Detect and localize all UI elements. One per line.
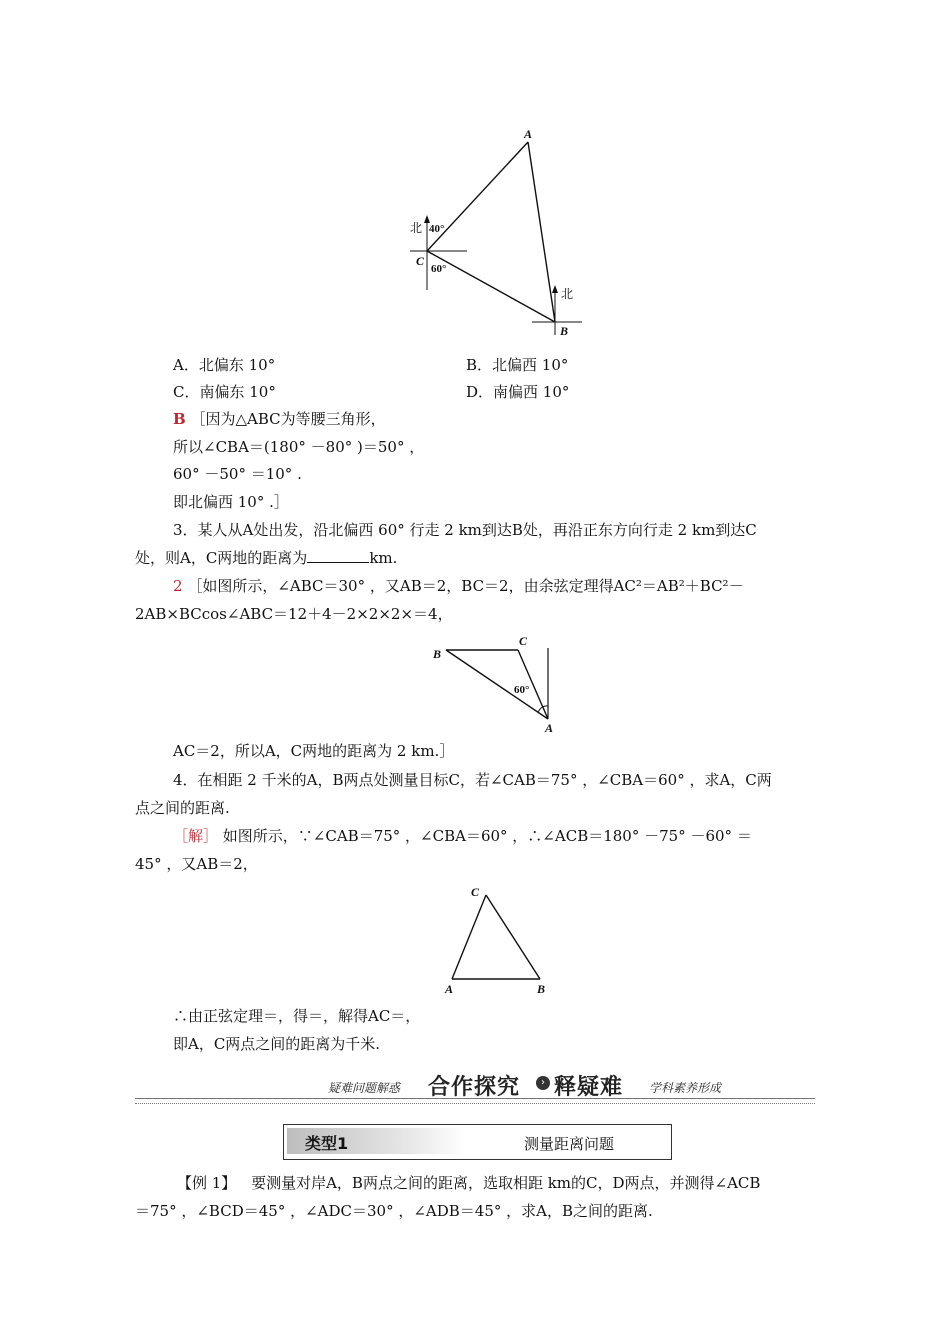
segment-cb	[427, 251, 555, 322]
label-b2: B	[433, 647, 442, 661]
label-b: B	[560, 324, 569, 338]
solution4-tag: ［解］	[173, 827, 219, 845]
solution4-line4: 即A，C两点之间的距离为千米.	[173, 1035, 381, 1053]
solution4-line1	[173, 825, 752, 847]
label-b3: B	[537, 982, 546, 996]
choice-a: A．北偏东 10°	[173, 356, 276, 374]
banner-main-1: 合作探究	[428, 1075, 521, 1100]
answer3-line3: AC＝2，所以A，C两地的距离为 2 km.］	[173, 742, 455, 760]
type-heading-box	[283, 1124, 672, 1160]
solution4-line3: ∴由正弦定理＝，得＝，解得AC＝，	[173, 1007, 421, 1025]
segment-bc3	[486, 895, 540, 979]
answer3-text1: ［如图所示，∠ABC＝30° ，又AB＝2，BC＝2，由余弦定理得AC²＝AB²＋BC²－	[187, 577, 744, 595]
banner-arrow-icon: ›	[536, 1076, 550, 1090]
example1-text1: 要测量对岸A，B两点之间的距离，选取相距 km的C，D两点，并测得∠ACB	[251, 1174, 761, 1192]
label-north-b: 北	[561, 287, 574, 301]
example1-tag: 【例 1】	[177, 1174, 237, 1192]
type-title: 测量距离问题	[524, 1135, 615, 1153]
label-a3: A	[445, 982, 454, 996]
north-arrow-c	[424, 215, 430, 223]
north-arrow-b	[552, 285, 558, 293]
example1-line2: ＝75° ，∠BCD＝45° ，∠ADC＝30° ，∠ADB＝45° ，求A，B之间的距离.	[135, 1202, 653, 1220]
choice-d: D．南偏西 10°	[466, 383, 570, 401]
answer2-line3: 60° －50° ＝10° .	[173, 465, 302, 483]
label-angle-60: 60°	[431, 263, 447, 275]
answer3-line1	[173, 575, 744, 597]
label-angle-60b: 60°	[514, 684, 530, 696]
q3-line2-pre: 处，则A，C两地的距离为	[135, 549, 308, 567]
q3-blank	[307, 548, 369, 563]
figure-triangle-abc	[440, 883, 555, 996]
type-tag	[287, 1128, 467, 1154]
answer3-line2: 2AB×BCcos∠ABC＝12＋4－2×2×2×＝4，	[135, 605, 453, 623]
answer2-line4: 即北偏西 10° .］	[173, 493, 289, 511]
figure-triangle-abc-60	[428, 632, 563, 737]
banner-main-2: 释疑难	[554, 1075, 624, 1100]
q4-line1: 4．在相距 2 千米的A，B两点处测量目标C，若∠CAB＝75° ，∠CBA＝60° ，求A，C两	[173, 771, 772, 789]
type-tag-label: 类型1	[305, 1134, 349, 1153]
answer2-line2: 所以∠CBA＝(180° －80° )＝50° ，	[173, 438, 425, 456]
segment-ab	[528, 142, 555, 322]
banner-right: 学科素养形成	[649, 1081, 722, 1095]
label-a2: A	[545, 721, 554, 735]
answer3-value: 2	[173, 577, 183, 595]
figure-compass-triangle	[405, 125, 585, 340]
banner-left: 疑难问题解惑	[328, 1081, 401, 1095]
label-c3: C	[471, 885, 480, 899]
answer2-text1: ［因为△ABC为等腰三角形，	[190, 410, 386, 428]
label-angle-40: 40°	[429, 223, 445, 235]
banner-divider	[135, 1098, 815, 1104]
label-c: C	[416, 254, 425, 268]
solution4-line2: 45° ，又AB＝2，	[135, 855, 258, 873]
q3-line1: 3．某人从A处出发，沿北偏西 60° 行走 2 km到达B处，再沿正东方向行走 2 km到达C	[173, 521, 757, 539]
choice-b: B．北偏西 10°	[466, 356, 569, 374]
choice-c: C．南偏东 10°	[173, 383, 276, 401]
q3-line2-post: km.	[369, 549, 398, 567]
answer2-line1	[173, 408, 386, 430]
q4-line2: 点之间的距离.	[135, 799, 230, 817]
solution4-text1: 如图所示，∵∠CAB＝75° ，∠CBA＝60° ，∴∠ACB＝180° －75° －60° ＝	[222, 827, 752, 845]
label-c2: C	[519, 634, 528, 648]
answer2-letter: B	[173, 410, 186, 428]
example1-line1	[177, 1172, 760, 1194]
label-a: A	[524, 127, 533, 141]
label-north-c: 北	[410, 221, 423, 235]
segment-ac3	[452, 895, 486, 979]
q3-line2	[135, 547, 397, 569]
